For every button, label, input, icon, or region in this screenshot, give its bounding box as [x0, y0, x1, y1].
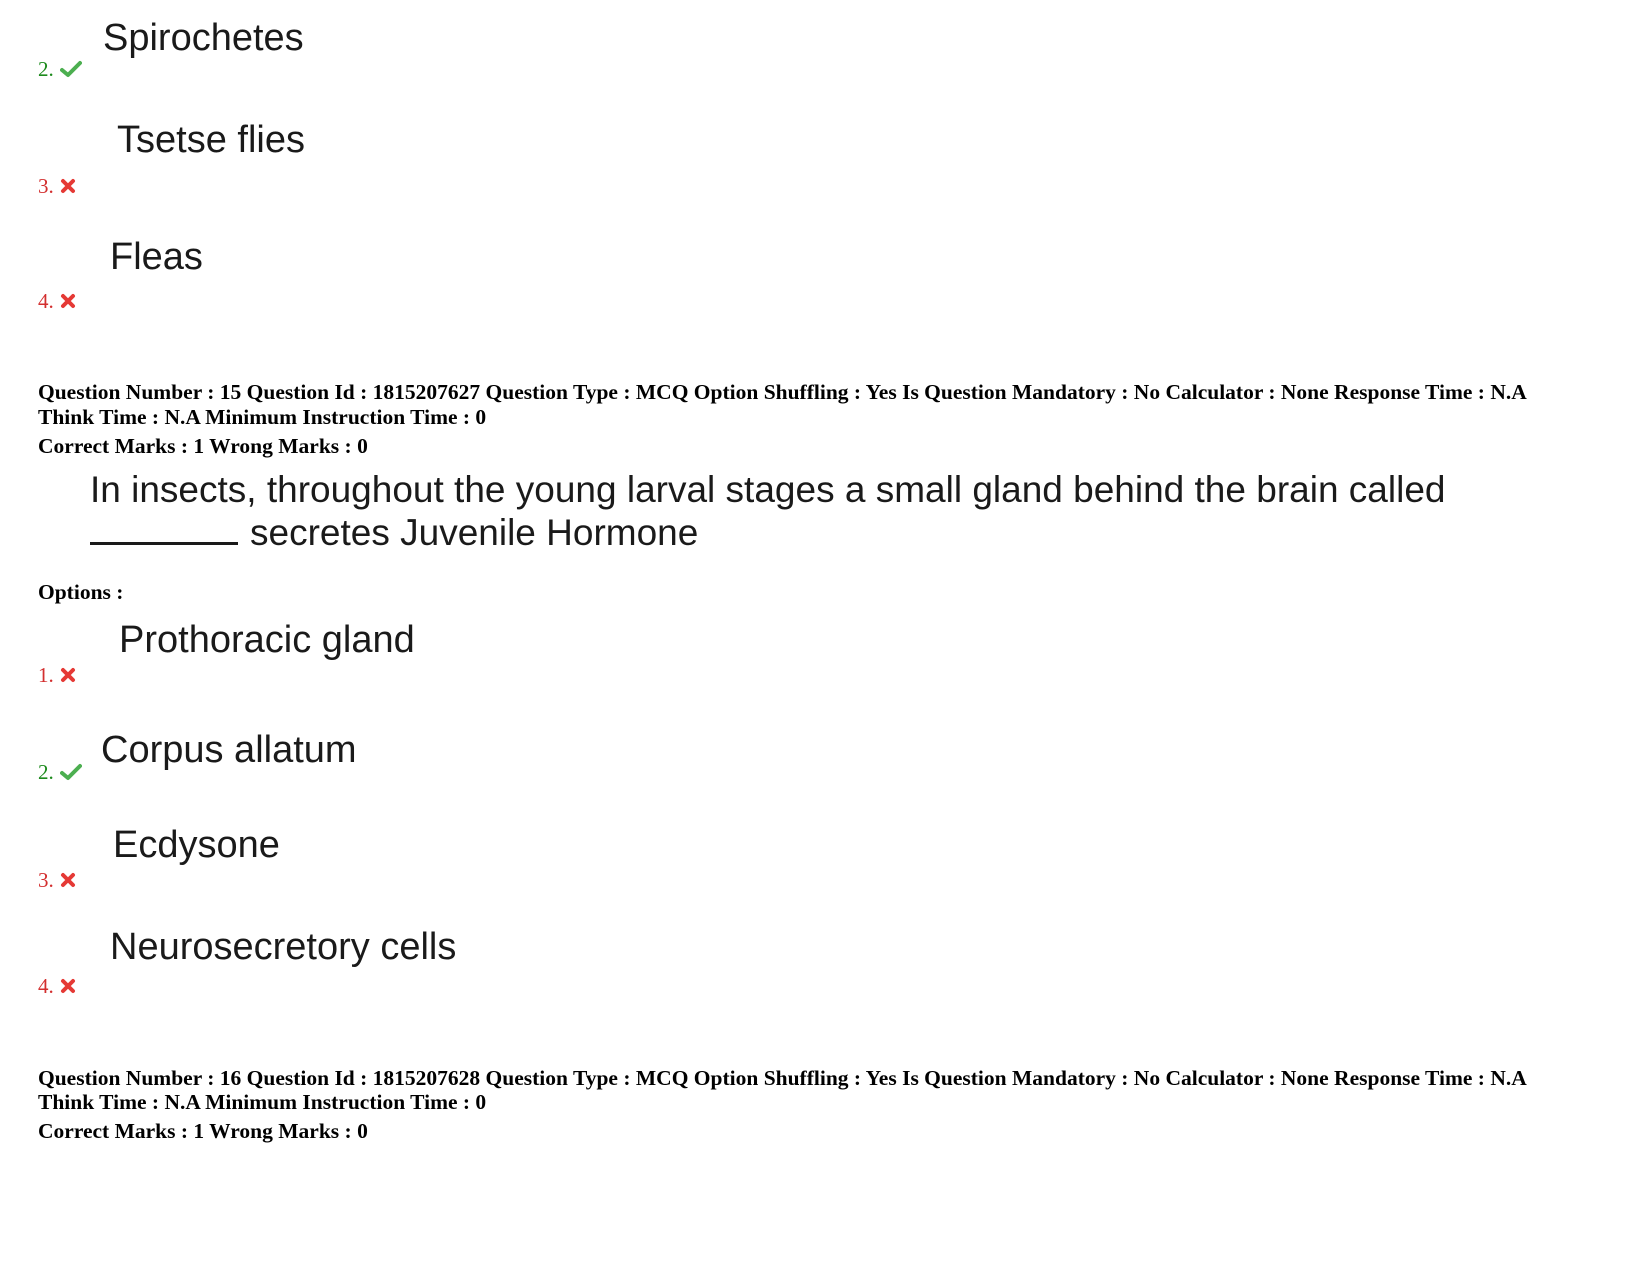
cross-icon — [60, 667, 76, 683]
option-text: Corpus allatum — [101, 729, 357, 771]
options-label: Options : — [38, 580, 124, 604]
check-icon — [60, 763, 82, 781]
option-index: 3. — [38, 174, 54, 198]
option-text: Fleas — [110, 236, 203, 278]
option-number — [38, 289, 76, 313]
fill-in-blank — [90, 512, 238, 545]
question-meta: Think Time : N.A Minimum Instruction Time : 0 — [38, 1090, 487, 1114]
option-number — [38, 760, 82, 784]
option-index: 2. — [38, 760, 54, 784]
option-number — [38, 174, 76, 198]
check-icon — [60, 60, 82, 78]
option-number — [38, 868, 76, 892]
option-text: Spirochetes — [103, 17, 304, 59]
question-text: In insects, throughout the young larval stages a small gland behind the brain called — [90, 469, 1446, 510]
option-index: 2. — [38, 57, 54, 81]
question-marks: Correct Marks : 1 Wrong Marks : 0 — [38, 434, 368, 458]
option-index: 1. — [38, 663, 54, 687]
option-text: Ecdysone — [113, 824, 280, 866]
option-index: 4. — [38, 289, 54, 313]
question-marks: Correct Marks : 1 Wrong Marks : 0 — [38, 1119, 368, 1143]
option-text: Prothoracic gland — [119, 619, 415, 661]
cross-icon — [60, 178, 76, 194]
cross-icon — [60, 872, 76, 888]
option-index: 3. — [38, 868, 54, 892]
question-meta: Question Number : 16 Question Id : 1815207628 Question Type : MCQ Option Shuffling : Yes Is Question Mandatory : No Calculator : None Response Time : N.A — [38, 1066, 1527, 1090]
question-text-continued: secretes Juvenile Hormone — [250, 512, 699, 553]
option-text: Tsetse flies — [117, 119, 305, 161]
question-meta: Think Time : N.A Minimum Instruction Time : 0 — [38, 405, 487, 429]
question-meta: Question Number : 15 Question Id : 1815207627 Question Type : MCQ Option Shuffling : Yes Is Question Mandatory : No Calculator : None Response Time : N.A — [38, 380, 1527, 404]
option-index: 4. — [38, 974, 54, 998]
cross-icon — [60, 978, 76, 994]
option-number — [38, 663, 76, 687]
question-text-line2 — [90, 511, 698, 555]
option-text: Neurosecretory cells — [110, 926, 457, 968]
option-number — [38, 57, 82, 81]
cross-icon — [60, 293, 76, 309]
option-number — [38, 974, 76, 998]
